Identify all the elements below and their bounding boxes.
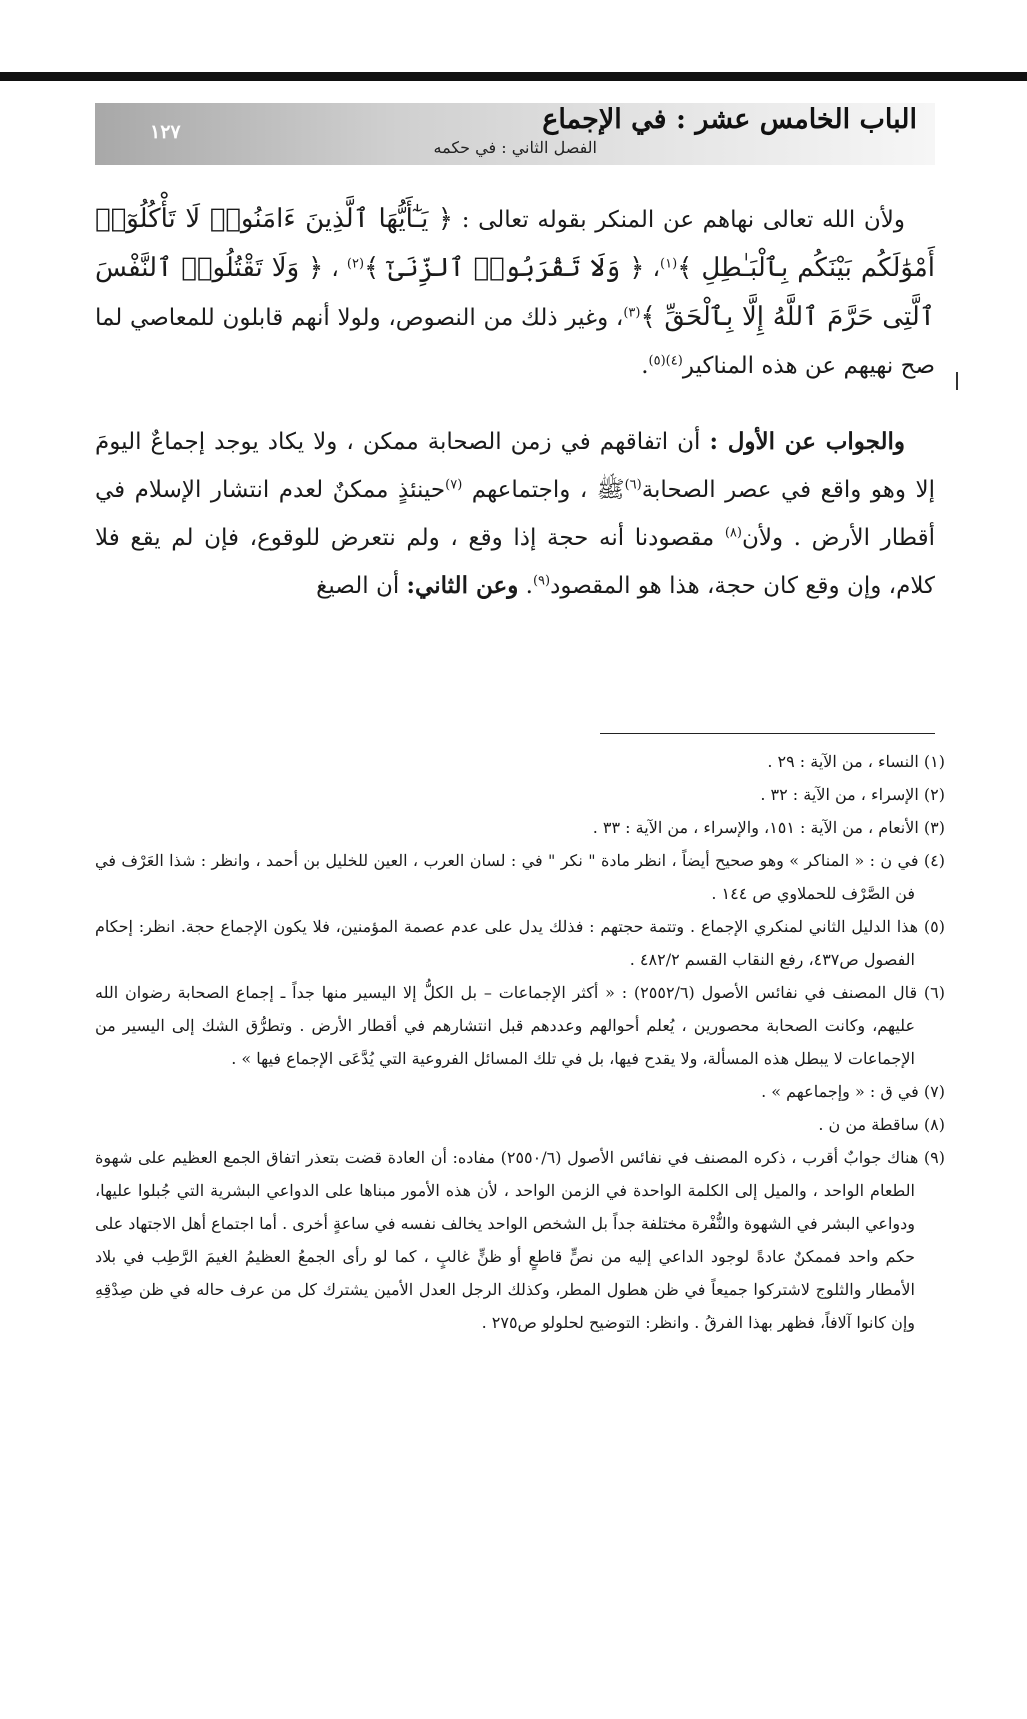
footnote-ref-6[interactable]: (٦) — [624, 477, 642, 493]
footnote-7: (٧) في ق : « وإجماعهم » . — [761, 1082, 945, 1101]
footnote-9: (٩) هناك جوابٌ أقرب ، ذكره المصنف في نفائس الأصول (٢٥٥٠/٦) مفاده: أن العادة قضت بتعذر اتفاق الجمع العظيم على شهوة الطعام الواحد ، والميل إلى الكلمة الواحدة في الزمن الواحد ، لأن هذه الأمور مبناها على الدواعي البشرية التي جُبلوا عليها، ودواعي البشر في الشهوة والنُّفْرة مختلفة جداً بل الشخص الواحد يخالف نفسه في ساعةٍ أخرى . أما اجتماع أهل الاجتهاد على حكم واحد فممكنٌ عادةً لوجود الداعي إليه من نصٍّ قاطعٍ أو ظنٍّ غالبٍ ، كما لو رأى الجمعُ العظيمُ الغيمَ الرَّطِب في بلاد الأمطار والثلوج لاشتركوا جميعاً في ظن هطول المطر، وكذلك الرجل العدل الأمين يشترك كل من عرف حاله في ظن صِدْقِهِ وإن كانوا آلافاً، فظهر بهذا الفرقُ . وانظر: التوضيح لحلولو ص٢٧٥ . — [95, 1148, 945, 1332]
footnote-ref-2[interactable]: (٢) — [346, 256, 365, 272]
footnote-2: (٢) الإسراء ، من الآية : ٣٢ . — [760, 785, 945, 804]
footnote-6: (٦) قال المصنف في نفائس الأصول (٢٥٥٢/٦) : « أكثر الإجماعات – بل الكلُّ إلا اليسير منها جداً ـ إجماع الصحابة رضوان الله عليهم، وكانت الصحابة محصورين ، يُعلم أحوالهم وعددهم قبل انتشارهم في أقطار الأرض . وتطرُّق الشك إلى اليسير من الإجماعات لا يبطل هذه المسألة، ولا يقدح فيها، بل في تلك المسائل الفروعية التي يُدَّعَى الإجماع فيها » . — [95, 983, 945, 1068]
quran-verse-3: ﴿ وَلَا تَقْتُلُوا۟ ٱلنَّفْسَ ٱلَّتِى حَرَّمَ ٱللَّهُ إِلَّا بِٱلْحَقِّ ﴾ — [95, 253, 935, 332]
paragraph-2 — [95, 418, 935, 610]
footnote-ref-4-5[interactable]: (٤)(٥) — [648, 353, 683, 369]
top-rule — [0, 72, 1027, 81]
footnotes-list — [95, 745, 945, 1339]
page-number: ١٢٧ — [150, 121, 181, 143]
footnote-1: (١) النساء ، من الآية : ٢٩ . — [767, 752, 945, 771]
footnote-ref-8[interactable]: (٨) — [724, 525, 742, 541]
running-header-title: الباب الخامس عشر : في الإجماع — [542, 104, 917, 135]
para2-text-1: أن اتفاقهم في زمن الصحابة ممكن ، ولا يكاد يوجد إجماعٌ اليومَ إلا وهو واقع في عصر الصحابة — [95, 429, 936, 503]
footnote-4: (٤) في ن : « المناكر » وهو صحيح أيضاً ، انظر مادة " نكر " في : لسان العرب ، العين للخليل بن أحمد ، وانظر : شذا العَرْف في فن الصَّرْف للحملاوي ص ١٤٤ . — [95, 851, 945, 903]
para2-text-4: مقصودنا أنه حجة إذا وقع ، ولم نتعرض للوقوع، فإن لم يقع فلا كلام، وإن وقع كان حجة، هذا هو المقصود — [95, 525, 935, 599]
para1-intro: ولأن الله تعالى نهاهم عن المنكر بقوله تعالى : — [461, 207, 906, 233]
text-cursor-mark — [956, 372, 958, 390]
answer-first-lead: والجواب عن الأول : — [709, 428, 905, 455]
para2-text-6: أن الصيغ — [316, 573, 400, 599]
para2-text-5: . — [525, 573, 533, 599]
footnote-8: (٨) ساقطة من ن . — [818, 1115, 945, 1134]
running-header-subtitle: الفصل الثاني : في حكمه — [433, 138, 597, 157]
para2-text-2: ﷺ ، واجتماعهم — [471, 477, 625, 503]
footnote-ref-1[interactable]: (١) — [660, 256, 678, 272]
quran-verse-2: ﴿ وَلَا تَقْرَبُوا۟ ٱلزِّنَىٰٓ ﴾ — [364, 253, 645, 283]
paragraph-1: ولأن الله تعالى نهاهم عن المنكر بقوله تعالى : ﴿ يَـٰٓأَيُّهَا ٱلَّذِينَ ءَامَنُوا۟ لَا تَأْكُلُوٓا۟ أَمْوَٰلَكُم بَيْنَكُم بِٱلْبَـٰطِلِ ﴾$^{(١)}$، ﴿ وَلَا تَقْرَبُوا۟ ٱلزِّنَىٰٓ ﴾$^{(٢)}$ ، ﴿ وَلَا تَقْتُلُوا۟ ٱلنَّفْسَ ٱلَّتِى حَرَّمَ ٱللَّهُ إِلَّا بِٱلْحَقِّ ﴾$^{(٣)}$، وغير ذلك من النصوص، ولولا أنهم قابلون للمعاصي لما صح نهيهم عن هذه المناكير$^{(٤)(٥)}$. — [95, 204, 935, 379]
main-text — [95, 195, 935, 610]
footnote-ref-9[interactable]: (٩) — [532, 573, 551, 589]
footnote-5: (٥) هذا الدليل الثاني لمنكري الإجماع . وتتمة حجتهم : فذلك يدل على عدم عصمة المؤمنين، فلا يكون الإجماع حجة. انظر: إحكام الفصول ص٤٣٧، رفع النقاب القسم ٤٨٢/٢ . — [95, 917, 945, 969]
footnote-separator — [600, 733, 935, 734]
quran-verse-1: ﴿ يَـٰٓأَيُّهَا ٱلَّذِينَ ءَامَنُوا۟ لَا تَأْكُلُوٓا۟ أَمْوَٰلَكُم بَيْنَكُم بِٱلْبَـٰطِلِ ﴾ — [95, 204, 935, 283]
footnote-ref-3[interactable]: (٣) — [623, 305, 641, 321]
footnote-ref-7[interactable]: (٧) — [445, 477, 463, 493]
para2-text-3: حينئذٍ ممكنٌ لعدم انتشار الإسلام في أقطار الأرض . ولأن — [95, 477, 936, 551]
footnote-3: (٣) الأنعام ، من الآية : ١٥١، والإسراء ، من الآية : ٣٣ . — [592, 818, 945, 837]
answer-second-lead: وعن الثاني: — [406, 572, 519, 599]
para1-mid: ، وغير ذلك من النصوص، ولولا أنهم قابلون للمعاصي لما صح نهيهم عن هذه المناكير — [95, 305, 935, 379]
para1-end: . — [641, 353, 649, 379]
